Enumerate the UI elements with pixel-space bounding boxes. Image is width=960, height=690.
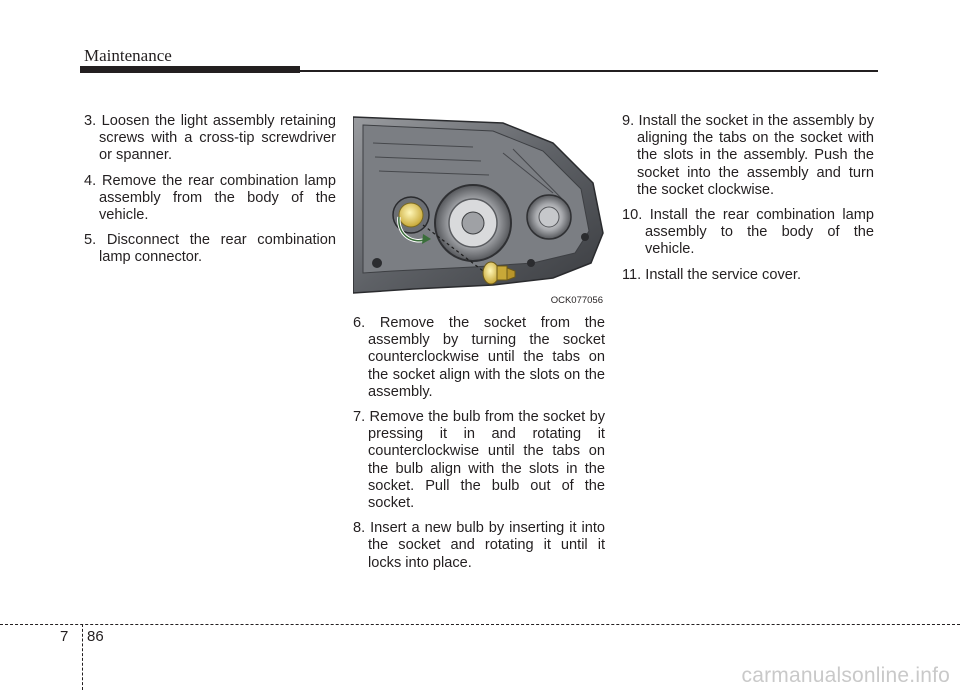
chapter-number: 7 <box>60 628 69 645</box>
headlamp-illustration <box>353 113 607 309</box>
column-left <box>84 113 336 275</box>
step-4: 4. Remove the rear combination lamp assembly from the body of the vehicle. <box>84 172 336 224</box>
step-8: 8. Insert a new bulb by inserting it into the socket and rotating it until it locks into place. <box>353 520 605 571</box>
footer-divider <box>82 624 83 690</box>
step-6: 6. Remove the socket from the assembly by turning the socket counterclockwise until the tabs on the socket align with the slots on the assembly. <box>353 315 605 400</box>
headlamp-drawing <box>353 113 607 309</box>
column-middle <box>353 315 605 580</box>
step-5: 5. Disconnect the rear combination lamp connector. <box>84 232 336 266</box>
step-7: 7. Remove the bulb from the socket by pressing it in and rotating it counterclockwise until the tabs on the bulb align with the slots in the socket. Pull the bulb out of the socket. <box>353 409 605 512</box>
header-rule <box>300 70 878 72</box>
page-header-title: Maintenance <box>84 46 172 65</box>
step-11: 11. Install the service cover. <box>622 266 801 283</box>
step-3: 3. Loosen the light assembly retaining screws with a cross-tip screwdriver or spanner. <box>84 113 336 164</box>
step-9: 9. Install the socket in the assembly by aligning the tabs on the socket with the slots in the assembly. Push the socket into the assembly and turn the socket clockwise. <box>622 113 874 198</box>
figure-label: OCK077056 <box>550 295 603 306</box>
page-number: 86 <box>87 628 104 645</box>
column-right <box>622 113 874 292</box>
footer-rule <box>0 624 960 625</box>
watermark: carmanualsonline.info <box>741 664 950 687</box>
step-10: 10. Install the rear combination lamp assembly to the body of the vehicle. <box>622 207 874 258</box>
header-bar <box>80 66 300 73</box>
